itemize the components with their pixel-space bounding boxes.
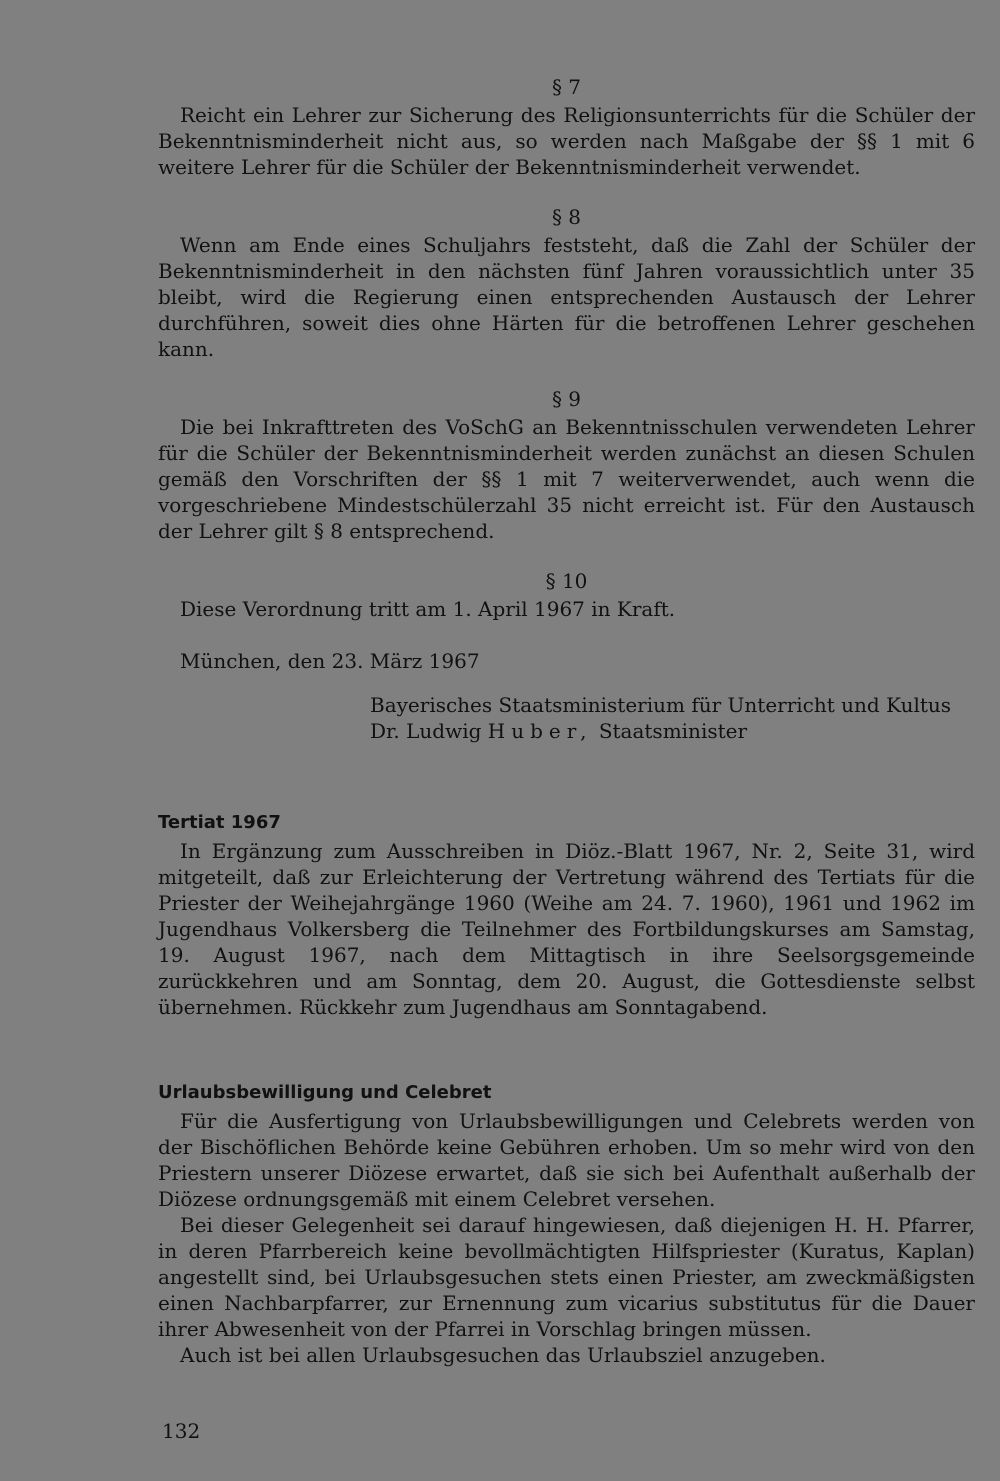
date-line: München, den 23. März 1967 bbox=[180, 649, 480, 673]
section-9-text: Die bei Inkrafttreten des VoSchG an Bekenntnisschulen verwendeten Lehrer für die Schüler der Bekenntnisminderheit werden zunächst an diesen Schulen gemäß den Vorschriften der §§ 1 mit 7 weiterverwendet, auch wenn die vorgeschriebene Mindestschülerzahl 35 nicht erreicht ist. Für den Austausch der Lehrer gilt § 8 entsprechend. bbox=[158, 415, 975, 543]
signature-name-surname: Huber, bbox=[487, 719, 593, 743]
section-8-heading: § 8 bbox=[551, 205, 582, 229]
tertiat-title: Tertiat 1967 bbox=[158, 812, 281, 833]
section-10-heading: § 10 bbox=[545, 569, 588, 593]
signature-name-prefix: Dr. Ludwig bbox=[370, 719, 482, 743]
signature-ministry: Bayerisches Staatsministerium für Unterricht und Kultus bbox=[370, 693, 952, 717]
urlaub-paragraph-2: Bei dieser Gelegenheit sei darauf hingewiesen, daß diejenigen H. H. Pfarrer, in deren Pfarrbereich keine bevollmächtigten Hilfspriester (Kuratus, Kaplan) angestellt sind, bei Urlaubsgesuchen stets einen Priester, am zweckmäßigsten einen Nachbarpfarrer, zur Ernennung zum vicarius substitutus für die Dauer ihrer Abwesenheit von der Pfarrei in Vorschlag bringen müssen. bbox=[158, 1213, 975, 1341]
section-7-text: Reicht ein Lehrer zur Sicherung des Religionsunterrichts für die Schüler der Bekenntnisminderheit nicht aus, so werden nach Maßgabe der §§ 1 mit 6 weitere Lehrer für die Schüler der Bekenntnisminderheit verwendet. bbox=[158, 103, 975, 179]
section-9-heading: § 9 bbox=[551, 387, 582, 411]
signature-name-line bbox=[370, 718, 975, 744]
section-8-text: Wenn am Ende eines Schuljahrs feststeht, daß die Zahl der Schüler der Bekenntnisminderheit in den nächsten fünf Jahren voraussichtlich unter 35 bleibt, wird die Regierung einen entsprechenden Austausch der Lehrer durchführen, soweit dies ohne Härten für die betroffenen Lehrer geschehen kann. bbox=[158, 233, 975, 361]
section-7-heading: § 7 bbox=[551, 75, 582, 99]
page-number: 132 bbox=[162, 1419, 201, 1443]
signature-block bbox=[370, 692, 975, 744]
urlaub-title: Urlaubsbewilligung und Celebret bbox=[158, 1082, 492, 1103]
tertiat-text: In Ergänzung zum Ausschreiben in Diöz.-Blatt 1967, Nr. 2, Seite 31, wird mitgeteilt, daß zur Erleichterung der Vertretung während des Tertiats für die Priester der Weihejahrgänge 1960 (Weihe am 24. 7. 1960), 1961 und 1962 im Jugendhaus Volkersberg die Teilnehmer des Fortbildungskurses am Samstag, 19. August 1967, nach dem Mittagtisch in ihre Seelsorgsgemeinde zurückkehren und am Sonntag, dem 20. August, die Gottesdienste selbst übernehmen. Rückkehr zum Jugendhaus am Sonntagabend. bbox=[158, 839, 975, 1019]
urlaub-paragraph-3: Auch ist bei allen Urlaubsgesuchen das Urlaubsziel anzugeben. bbox=[180, 1343, 826, 1367]
urlaub-paragraph-1: Für die Ausfertigung von Urlaubsbewilligungen und Celebrets werden von der Bischöflichen Behörde keine Gebühren erhoben. Um so mehr wird von den Priestern unserer Diözese erwartet, daß sie sich bei Aufenthalt außerhalb der Diözese ordnungsgemäß mit einem Celebret versehen. bbox=[158, 1109, 975, 1211]
signature-title: Staatsminister bbox=[598, 719, 748, 743]
section-10-text: Diese Verordnung tritt am 1. April 1967 in Kraft. bbox=[180, 597, 676, 621]
